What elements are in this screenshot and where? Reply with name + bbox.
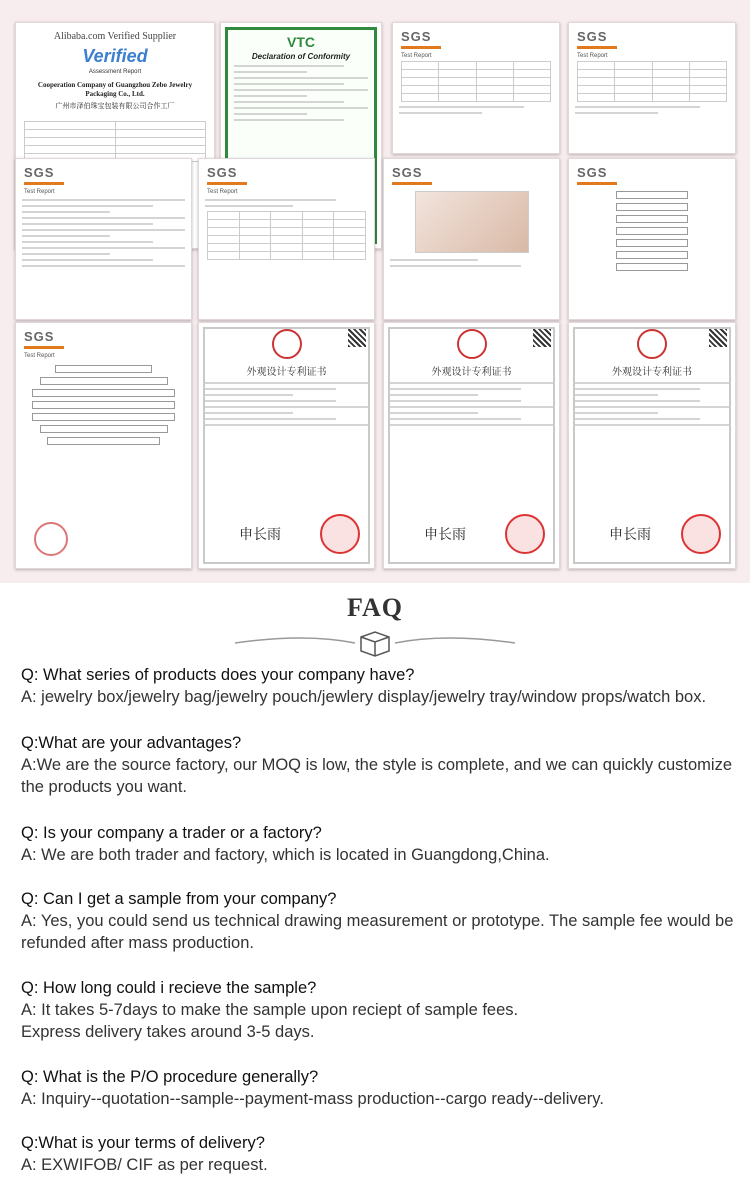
faq-question: Q: How long could i recieve the sample? xyxy=(21,979,317,997)
qr-code xyxy=(348,329,366,347)
faq-question: Q:What are your advantages? xyxy=(21,734,242,752)
sgs-logo: SGS xyxy=(577,165,608,180)
patent-title: 外观设计专利证书 xyxy=(431,367,512,378)
vtc-title: Declaration of Conformity xyxy=(251,52,351,61)
sample-photo xyxy=(415,191,529,253)
faq-section xyxy=(0,583,750,1190)
faq-question: Q: What series of products does your company have? xyxy=(21,666,415,684)
sgs-report-page-6 xyxy=(568,158,736,320)
test-report-label: Test Report xyxy=(207,189,238,195)
certificate-collage xyxy=(0,0,750,583)
patent-certificate-2 xyxy=(383,322,560,569)
faq-title: FAQ xyxy=(347,593,403,622)
qr-code xyxy=(709,329,727,347)
faq-question: Q: Can I get a sample from your company? xyxy=(21,890,337,908)
sgs-logo: SGS xyxy=(401,29,432,44)
testing-flow-chart xyxy=(594,191,710,271)
faq-divider-ornament xyxy=(235,629,515,659)
faq-answer-line-2: Express delivery takes around 3-5 days. xyxy=(21,1023,315,1041)
faq-item-6 xyxy=(21,1066,736,1110)
faq-question: Q:What is your terms of delivery? xyxy=(21,1134,265,1152)
sgs-report-page-7 xyxy=(15,322,192,569)
sgs-logo: SGS xyxy=(392,165,423,180)
signature: 申长雨 xyxy=(424,528,466,543)
package-icon xyxy=(361,632,389,656)
sgs-report-page-4 xyxy=(198,158,375,320)
patent-title: 外观设计专利证书 xyxy=(612,367,692,378)
test-report-label: Test Report xyxy=(24,353,55,359)
sgs-report-page-2 xyxy=(568,22,736,154)
assessment-table xyxy=(24,121,206,162)
faq-answer: A: It takes 5-7days to make the sample upon reciept of sample fees. xyxy=(21,1001,519,1019)
test-report-label: Test Report xyxy=(577,53,608,59)
testing-flow-chart xyxy=(25,365,183,445)
vtc-logo: VTC xyxy=(287,34,315,50)
sgs-logo: SGS xyxy=(207,165,238,180)
signature: 申长雨 xyxy=(609,528,651,543)
faq-item-1 xyxy=(21,664,736,708)
sgs-report-page-1 xyxy=(392,22,560,154)
verified-badge: Verified xyxy=(82,46,148,66)
faq-answer: A: Inquiry--quotation--sample--payment-mass production--cargo ready--delivery. xyxy=(21,1090,604,1108)
alibaba-header: Alibaba.com Verified Supplier xyxy=(53,31,177,42)
sgs-report-page-5 xyxy=(383,158,560,320)
sgs-logo: SGS xyxy=(577,29,608,44)
sgs-report-page-3 xyxy=(15,158,192,320)
faq-answer: A: Yes, you could send us technical drawing measurement or prototype. The sample fee would be refunded after mass production. xyxy=(21,912,734,952)
company-name-en: Cooperation Company of Guangzhou Zebo Jewelry Packaging Co., Ltd. xyxy=(37,81,193,99)
test-report-label: Test Report xyxy=(401,53,432,59)
sgs-logo: SGS xyxy=(24,165,55,180)
patent-title: 外观设计专利证书 xyxy=(246,367,327,378)
official-seal xyxy=(681,514,721,554)
sgs-logo: SGS xyxy=(24,329,55,344)
official-seal xyxy=(320,514,360,554)
faq-item-4 xyxy=(21,888,736,954)
faq-answer: A: jewelry box/jewelry bag/jewelry pouch/jewlery display/jewelry tray/window props/watch box. xyxy=(21,688,707,706)
faq-item-2 xyxy=(21,732,736,798)
signature: 申长雨 xyxy=(239,528,281,543)
patent-certificate-3 xyxy=(568,322,736,569)
patent-certificate-1 xyxy=(198,322,375,569)
faq-item-3 xyxy=(21,822,736,866)
faq-answer: A:We are the source factory, our MOQ is low, the style is complete, and we can quickly customize the products you want. xyxy=(21,756,733,796)
faq-question: Q: Is your company a trader or a factory? xyxy=(21,824,322,842)
test-report-label: Test Report xyxy=(24,189,55,195)
faq-item-5 xyxy=(21,977,736,1043)
faq-item-7 xyxy=(21,1132,736,1176)
sgs-stamp xyxy=(34,522,68,556)
faq-question: Q: What is the P/O procedure generally? xyxy=(21,1068,319,1086)
faq-answer: A: EXWIFOB/ CIF as per request. xyxy=(21,1156,268,1174)
company-name-cn: 广州市泽伯珠宝包装有限公司合作工厂 xyxy=(55,103,175,111)
official-seal xyxy=(505,514,545,554)
assessment-subtitle: Assessment Report xyxy=(88,69,142,75)
qr-code xyxy=(533,329,551,347)
faq-answer: A: We are both trader and factory, which is located in Guangdong,China. xyxy=(21,846,550,864)
